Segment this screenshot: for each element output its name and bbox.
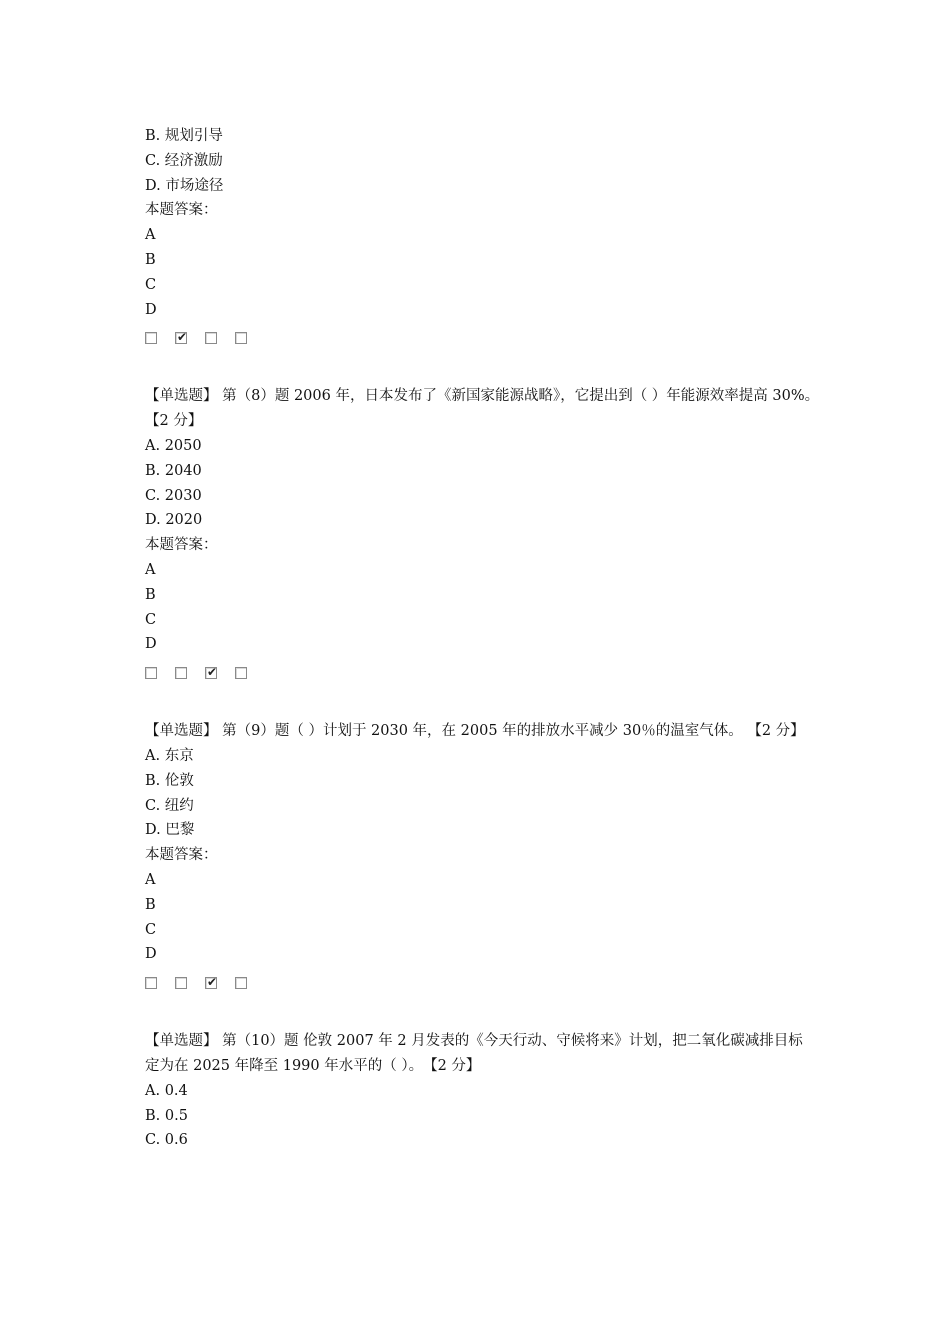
option-a: A. 2050: [145, 437, 202, 454]
answer-letter-c: C: [145, 921, 157, 938]
option-b: B. 2040: [145, 462, 202, 479]
checkmark-icon: ✔: [207, 665, 218, 680]
checkbox-a[interactable]: [145, 977, 157, 989]
option-b: B. 0.5: [145, 1107, 188, 1124]
checkmark-icon: ✔: [177, 330, 188, 345]
option-b: B. 伦敦: [145, 772, 194, 789]
checkbox-c[interactable]: [205, 332, 217, 344]
answer-letter-d: D: [145, 636, 157, 653]
checkbox-d[interactable]: [235, 667, 247, 679]
option-c: C. 纽约: [145, 797, 194, 814]
document-page: [145, 124, 827, 1153]
option-d: D. 2020: [145, 512, 203, 529]
answer-letter-b: B: [145, 896, 156, 913]
question-8: [145, 384, 827, 681]
answer-label: 本题答案：: [145, 537, 218, 554]
answer-letter-b: B: [145, 251, 156, 268]
checkmark-icon: ✔: [207, 975, 218, 990]
answer-label: 本题答案：: [145, 202, 218, 219]
checkbox-b[interactable]: [175, 667, 187, 679]
option-d: D. 巴黎: [145, 822, 195, 839]
checkbox-a[interactable]: [145, 667, 157, 679]
checkbox-d[interactable]: [235, 977, 247, 989]
question-10: [145, 1029, 815, 1153]
checkbox-b[interactable]: [175, 977, 187, 989]
option-a: A. 0.4: [145, 1082, 188, 1099]
checkbox-d[interactable]: [235, 332, 247, 344]
answer-letter-a: A: [145, 227, 156, 244]
answer-letter-a: A: [145, 561, 156, 578]
checkbox-c[interactable]: [205, 977, 217, 989]
checkbox-a[interactable]: [145, 332, 157, 344]
question-7-tail: [145, 124, 815, 346]
answer-letter-c: C: [145, 276, 157, 293]
option-c: C. 经济激励: [145, 152, 223, 169]
question-header: 【单选题】 第（8）题 2006 年，日本发布了《新国家能源战略》，它提出到（ ）年能源效率提高 30%。 【2 分】: [145, 388, 827, 430]
answer-letter-d: D: [145, 301, 157, 318]
question-9: [145, 719, 815, 991]
question-header: 【单选题】 第（9）题（ ）计划于 2030 年，在 2005 年的排放水平减少 30％的温室气体。 【2 分】: [145, 723, 805, 740]
option-a: A. 东京: [145, 747, 194, 764]
answer-checkbox-row: [145, 667, 815, 681]
answer-letter-c: C: [145, 611, 157, 628]
answer-checkbox-row: [145, 977, 815, 991]
answer-letter-d: D: [145, 946, 157, 963]
answer-label: 本题答案：: [145, 847, 218, 864]
checkbox-b[interactable]: [175, 332, 187, 344]
option-b: B. 规划引导: [145, 128, 223, 144]
answer-checkbox-row: [145, 332, 815, 346]
question-header: 【单选题】 第（10）题 伦敦 2007 年 2 月发表的《今天行动、守候将来》计划，把二氧化碳减排目标定为在 2025 年降至 1990 年水平的（ ）。 【2 分】: [145, 1033, 803, 1074]
answer-letter-b: B: [145, 586, 156, 603]
option-c: C. 2030: [145, 487, 202, 504]
option-d: D. 市场途径: [145, 177, 224, 194]
answer-letter-a: A: [145, 871, 156, 888]
checkbox-c[interactable]: [205, 667, 217, 679]
option-c: C. 0.6: [145, 1132, 188, 1149]
